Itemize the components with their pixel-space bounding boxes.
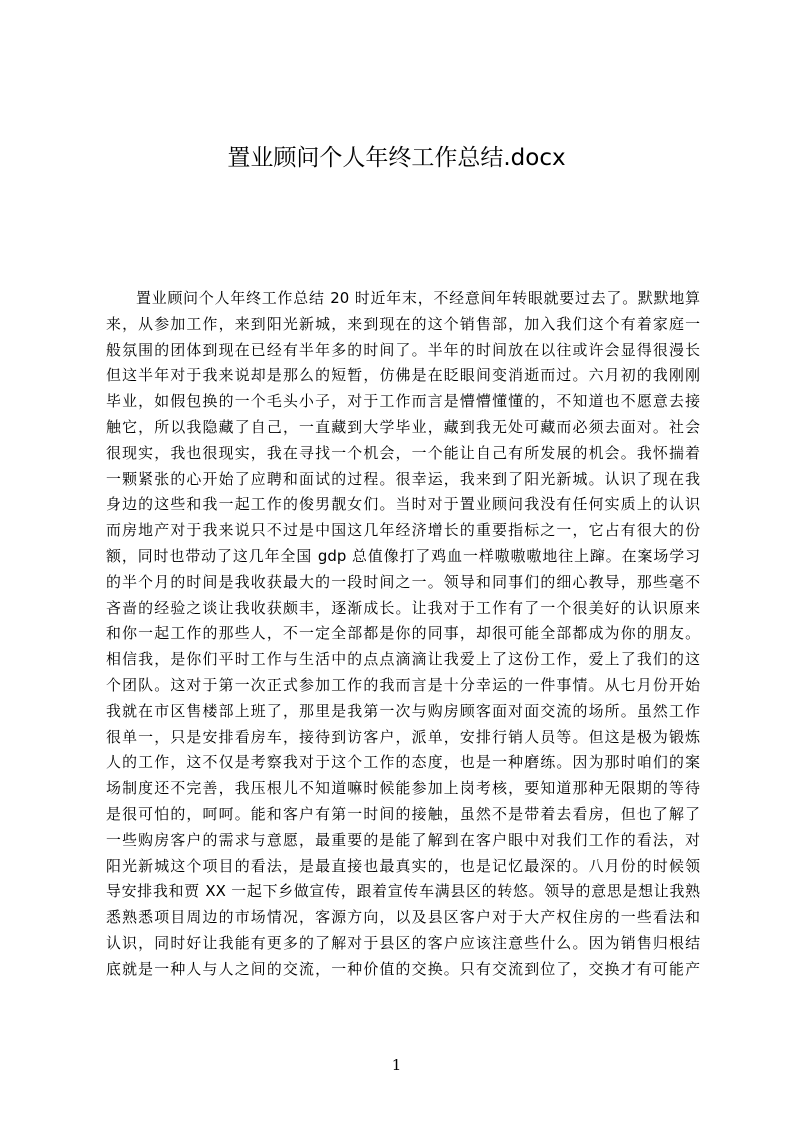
paragraph-line: 人的工作，这不仅是考察我对于这个工作的态度，也是一种磨练。因为那时咱们的案 bbox=[106, 753, 700, 772]
document-title: 置业顾问个人年终工作总结.docx bbox=[227, 145, 566, 171]
paragraph-line: 而房地产对于我来说只不过是中国这几年经济增长的重要指标之一，它占有很大的份 bbox=[106, 521, 700, 540]
paragraph-line: 是很可怕的，呵呵。能和客户有第一时间的接触，虽然不是带着去看房，但也了解了 bbox=[106, 804, 700, 823]
paragraph-line: 相信我，是你们平时工作与生活中的点点滴滴让我爱上了这份工作，爱上了我们的这 bbox=[106, 650, 700, 669]
paragraph-line: 置业顾问个人年终工作总结 20 时近年末，不经意间年转眼就要过去了。默默地算 bbox=[136, 289, 700, 307]
paragraph-line: 吝啬的经验之谈让我收获颇丰，逐渐成长。让我对于工作有了一个很美好的认识原来 bbox=[106, 598, 700, 617]
paragraph-line: 身边的这些和我一起工作的俊男靓女们。当时对于置业顾问我没有任何实质上的认识 bbox=[106, 495, 700, 514]
paragraph-line: 场制度还不完善，我压根儿不知道嘛时候能参加上岗考核，要知道那种无限期的等待 bbox=[106, 779, 700, 798]
paragraph-line: 额，同时也带动了这几年全国 gdp 总值像打了鸡血一样嗷嗷嗷地往上蹿。在案场学习 bbox=[106, 546, 700, 565]
paragraph-line: 认识，同时好让我能有更多的了解对于县区的客户应该注意些什么。因为销售归根结 bbox=[106, 933, 700, 952]
paragraph-line: 个团队。这对于第一次正式参加工作的我而言是十分幸运的一件事情。从七月份开始 bbox=[106, 675, 700, 694]
paragraph-line: 般氛围的团体到现在已经有半年多的时间了。半年的时间放在以往或许会显得很漫长 bbox=[106, 340, 700, 359]
paragraph-line: 来，从参加工作，来到阳光新城，来到现在的这个销售部，加入我们这个有着家庭一 bbox=[106, 314, 700, 333]
paragraph-line: 一些购房客户的需求与意愿，最重要的是能了解到在客户眼中对我们工作的看法，对 bbox=[106, 830, 700, 849]
paragraph-line: 但这半年对于我来说却是那么的短暂，仿佛是在眨眼间变消逝而过。六月初的我刚刚 bbox=[106, 366, 700, 385]
paragraph-line: 很现实，我也很现实，我在寻找一个机会，一个能让自己有所发展的机会。我怀揣着 bbox=[106, 443, 700, 462]
page-number: 1 bbox=[391, 1056, 402, 1074]
document-body bbox=[106, 286, 700, 983]
paragraph-line: 的半个月的时间是我收获最大的一段时间之一。领导和同事们的细心教导，那些毫不 bbox=[106, 572, 700, 591]
paragraph-line: 导安排我和贾 XX 一起下乡做宣传，跟着宣传车满县区的转悠。领导的意思是想让我熟 bbox=[106, 882, 700, 901]
paragraph-line: 我就在市区售楼部上班了，那里是我第一次与购房顾客面对面交流的场所。虽然工作 bbox=[106, 701, 700, 720]
paragraph-line: 触它，所以我隐藏了自己，一直藏到大学毕业，藏到我无处可藏而必须去面对。社会 bbox=[106, 417, 700, 436]
paragraph-line: 毕业，如假包换的一个毛头小子，对于工作而言是懵懵懂懂的，不知道也不愿意去接 bbox=[106, 392, 700, 411]
paragraph-line: 一颗紧张的心开始了应聘和面试的过程。很幸运，我来到了阳光新城。认识了现在我 bbox=[106, 469, 700, 488]
paragraph-line: 很单一，只是安排看房车，接待到访客户，派单，安排行销人员等。但这是极为锻炼 bbox=[106, 727, 700, 746]
paragraph-line: 底就是一种人与人之间的交流，一种价值的交换。只有交流到位了，交换才有可能产 bbox=[106, 959, 700, 978]
paragraph-line: 悉熟悉项目周边的市场情况，客源方向，以及县区客户对于大产权住房的一些看法和 bbox=[106, 908, 700, 927]
paragraph-line: 和你一起工作的那些人，不一定全部都是你的同事，却很可能全部都成为你的朋友。 bbox=[106, 624, 700, 643]
paragraph-line: 阳光新城这个项目的看法，是最直接也最真实的，也是记忆最深的。八月份的时候领 bbox=[106, 856, 700, 875]
